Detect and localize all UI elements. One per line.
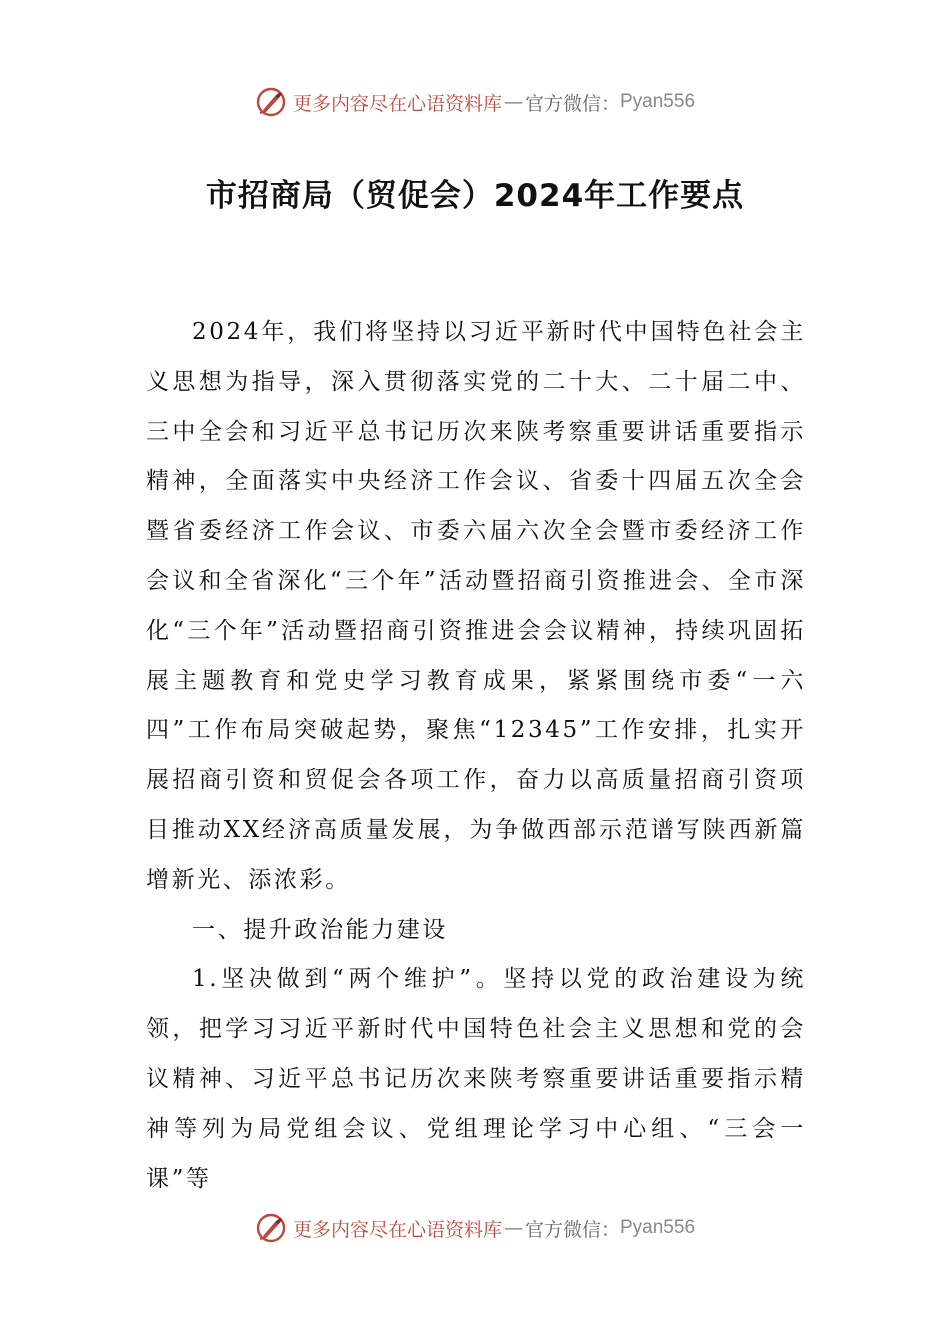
pen-logo-icon bbox=[255, 1212, 287, 1244]
watermark-wechat-label: 官方微信： bbox=[524, 92, 620, 115]
watermark-text bbox=[293, 1215, 695, 1242]
watermark-separator: — bbox=[503, 1217, 523, 1239]
footer-watermark bbox=[0, 1212, 950, 1244]
intro-paragraph: 2024年，我们将坚持以习近平新时代中国特色社会主义思想为指导，深入贯彻落实党的二十大、二十届二中、三中全会和习近平总书记历次来陕考察重要讲话重要指示精神，全面落实中央经济工作会议、省委十四届五次全会暨省委经济工作会议、市委六届六次全会暨市委经济工作会议和全省深化“三个年”活动暨招商引资推进会、全市深化“三个年”活动暨招商引资推进会会议精神，持续巩固拓展主题教育和党史学习教育成果，紧紧围绕市委“一六四”工作布局突破起势，聚焦“12345”工作安排，扎实开展招商引资和贸促会各项工作，奋力以高质量招商引资项目推动XX经济高质量发展，为争做西部示范谱写陕西新篇增新光、添浓彩。 bbox=[146, 319, 806, 893]
document-body bbox=[146, 308, 806, 1204]
watermark-separator: — bbox=[503, 91, 523, 113]
pen-logo-icon bbox=[255, 86, 287, 118]
watermark-site-text: 更多内容尽在心语资料库 bbox=[292, 92, 502, 115]
document-title: 市招商局（贸促会）2024年工作要点 bbox=[205, 178, 745, 214]
watermark-wechat-id: Pyan556 bbox=[620, 91, 696, 112]
item-paragraph: 1.坚决做到“两个维护”。坚持以党的政治建设为统领，把学习习近平新时代中国特色社会主义思想和党的会议精神、习近平总书记历次来陕考察重要讲话重要指示精神等列为局党组会议、党组理论学习中心组、“三会一课”等 bbox=[146, 966, 806, 1192]
watermark-wechat-id: Pyan556 bbox=[620, 1217, 696, 1238]
header-watermark bbox=[0, 86, 950, 118]
section-heading: 一、提升政治能力建设 bbox=[192, 916, 448, 943]
watermark-site-text: 更多内容尽在心语资料库 bbox=[292, 1218, 502, 1241]
watermark-wechat-label: 官方微信： bbox=[524, 1218, 620, 1241]
watermark-text bbox=[293, 89, 695, 116]
